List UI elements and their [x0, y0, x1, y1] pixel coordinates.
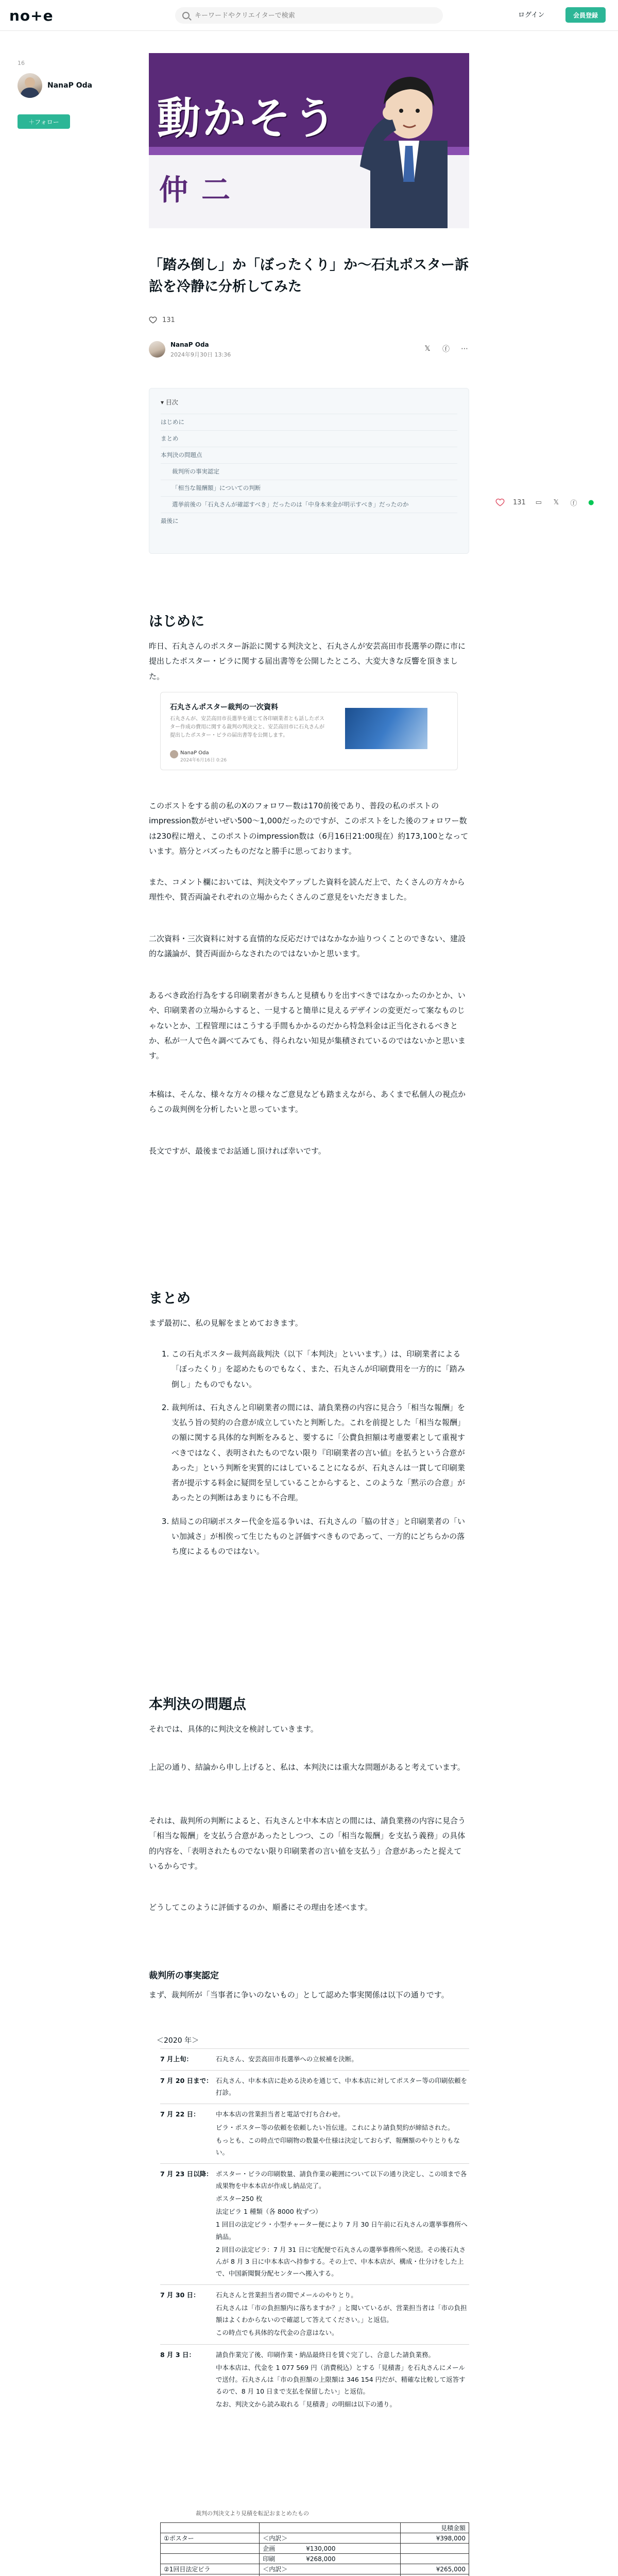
cost-cell: ¥265,000	[401, 2564, 469, 2574]
toc-item[interactable]: 「相当な報酬額」についての判断	[161, 480, 457, 496]
sidebar-label: 16	[18, 60, 25, 66]
cost-row	[161, 2574, 469, 2576]
cost-cell	[161, 2554, 260, 2564]
x-share-icon[interactable]: 𝕏	[424, 345, 431, 353]
toc-item[interactable]: 最後に	[161, 513, 457, 529]
timeline-row	[160, 2163, 469, 2284]
cost-row	[161, 2544, 469, 2554]
share-icons	[423, 344, 469, 353]
creator-avatar[interactable]	[18, 73, 42, 98]
timeline-table	[160, 2048, 469, 2415]
cost-cell: 見積金額	[401, 2523, 469, 2533]
like-row	[149, 316, 175, 324]
facebook-share-icon[interactable]: ⓕ	[570, 499, 577, 507]
x-share-icon[interactable]: 𝕏	[553, 498, 559, 506]
facts-lead: まず、裁判所が「当事者に争いのないもの」として認めた事実関係は以下の通りです。	[149, 1990, 449, 1999]
author-row	[149, 340, 469, 361]
timeline-line: 石丸さん、中本本店に赴める決めを通じて、中本本店に対してポスター等の印刷依頼を打診。	[216, 2077, 468, 2097]
timeline-line: 請負作業完了後、印刷作業・納品最終日を賃ぐ完了し、合意した請負業務。	[216, 2350, 435, 2359]
timeline-line: 石丸さんと営業担当者の間でメールのやりとり。	[216, 2291, 357, 2299]
toc-heading[interactable]: ▾ 目次	[161, 399, 178, 406]
timeline-date: 7 月上旬：	[160, 2055, 193, 2063]
cost-row	[161, 2564, 469, 2574]
cost-cell: 印刷 ¥268,000	[260, 2554, 401, 2564]
summary-item: 1. この石丸ポスター裁判高裁判決（以下「本判決」といいます。）は、印刷業者による「ぼったくり」を認めたものでもなく、また、石丸さんが印刷費用を一方的に「踏み倒し」たものでもない。	[171, 1347, 469, 1392]
hero-title: 動かそう	[157, 93, 339, 144]
toc-item[interactable]: 選挙前後の「石丸さんが確認すべき」だったのは「中身本来金が明示すべき」だったのか	[161, 496, 457, 513]
cost-cell	[401, 2544, 469, 2554]
cost-row	[161, 2533, 469, 2544]
embed-date: 2024年6月16日 0:26	[180, 758, 227, 763]
cost-cell: ¥398,000	[401, 2533, 469, 2544]
summary-lead: まず最初に、私の見解をまとめておきます。	[149, 1318, 303, 1328]
floating-action-bar	[495, 498, 596, 507]
cost-cell: 企画 ¥130,000	[260, 2544, 401, 2554]
toc-item[interactable]: 本判決の問題点	[161, 447, 457, 463]
section-heading-summary: まとめ	[149, 1291, 191, 1307]
cost-cell	[260, 2574, 401, 2576]
embed-author: NanaP Oda	[180, 750, 209, 756]
login-link[interactable]: ログイン	[518, 11, 545, 19]
timeline-line: ポスター250 枚	[216, 2195, 263, 2203]
intro-paragraph: 長文ですが、最後までお話通し頂ければ幸いです。	[149, 1146, 326, 1156]
cost-cell: ＜内訳＞	[260, 2564, 401, 2574]
section-heading-intro: はじめに	[149, 614, 204, 630]
cost-row	[161, 2554, 469, 2564]
cost-row	[161, 2523, 469, 2533]
timeline-year: ＜2020 年＞	[157, 2037, 199, 2045]
timeline-line: ビラ・ポスター等の依頼を依頼したい旨伝達。これにより請負契約が締結された。	[216, 2123, 454, 2131]
timeline-line: この時点でも具体的な代金の合意はない。	[216, 2329, 338, 2337]
plus-icon: ＋	[28, 118, 35, 126]
float-like-count[interactable]: 131	[513, 498, 526, 506]
follow-button[interactable]	[18, 114, 70, 129]
signup-button[interactable]: 会員登録	[565, 7, 606, 23]
cost-cell	[161, 2523, 260, 2533]
summary-list	[160, 1347, 469, 1567]
search-icon	[182, 12, 190, 19]
heart-icon[interactable]	[149, 316, 157, 324]
top-header	[0, 0, 618, 31]
timeline-row	[160, 2284, 469, 2344]
intro-paragraph: 本稿は、そんな、様々な方々の様々なご意見なども踏まえながら、あくまで私個人の視点からこの裁判例を分析したいと思っています。	[149, 1090, 466, 1114]
timeline-line: ポスター・ビラの印刷数量、請負作業の範囲について以下の通り決定し、この頃まで各成果物を中本本店が作成し納品完了。	[216, 2170, 467, 2190]
cost-cell	[260, 2523, 401, 2533]
timeline-line: 2 回目の法定ビラ：7 月 31 日に宅配便で石丸さんの選挙事務所へ発送。その後石丸さんが 8 月 3 日に中本本店へ持参する。その上で、中本本店が、構成・仕分けをした上で、中国新聞賢分配センターへ搬入する。	[216, 2245, 466, 2277]
search-input[interactable]	[195, 12, 421, 20]
timeline-line: 法定ビラ 1 種類（各 8000 枚ずつ）	[216, 2208, 322, 2216]
intro-paragraph: このポストをする前の私のXのフォロワー数は170前後であり、普段の私のポストのimpression数がせいぜい500〜1,000だったのですが、このポストをした後のフォロワー数は230程に増え、このポストのimpression数は（6月16日21:00現在）約173,100となっています。筋分とバズったものだなと勝手に思っております。	[149, 801, 469, 856]
line-share-icon[interactable]: ●	[588, 498, 594, 506]
author-name[interactable]: NanaP Oda	[170, 341, 209, 348]
timeline-row	[160, 2048, 469, 2070]
more-icon[interactable]: ⋯	[461, 345, 468, 353]
timeline-line: 石丸さんは「市の負担額内に落ちますか？」と聞いているが、営業担当者は「市の負担額はよくわからないので確認して答えてください。」と返信。	[216, 2304, 467, 2324]
timeline-body	[216, 2108, 469, 2159]
problems-paragraph: どうしてこのように評価するのか、順番にその理由を述べます。	[149, 1903, 372, 1912]
problems-paragraph: それは、裁判所の判断によると、石丸さんと中本本店との間には、請負業務の内容に見合う「相当な報酬」を支払う合意があったとしつつ、この「相当な報酬」を支払う義務」の具体的内容を、「表明されたものでない限り印刷業者の言い値を支払う」合意があったと捉えているからです。	[149, 1816, 466, 1871]
cost-cell: ②1回目法定ビラ	[161, 2564, 260, 2574]
timeline-date: 7 月 30 日：	[160, 2291, 200, 2299]
toc-item[interactable]: まとめ	[161, 430, 457, 447]
timeline-line: 中本本店の営業担当者と電話で打ち合わせ。	[216, 2110, 345, 2119]
embed-author-avatar	[170, 750, 178, 758]
timeline-line: 石丸さん、安芸高田市長選挙への立候補を決断。	[216, 2055, 358, 2063]
toc-item[interactable]: はじめに	[161, 414, 457, 430]
embedded-article-card[interactable]	[160, 692, 458, 770]
timeline-line: 中本本店は、代金を 1 077 569 円（消費税込）とする「見積書」を石丸さんにメールで送付。石丸さんは「市の負担額の上限額は 346 154 円だが、精確な比較して返答するので、8 月 10 日まで支払を保留したい」と返信。	[216, 2363, 466, 2395]
search-box[interactable]	[175, 7, 443, 24]
hero-illustration	[350, 63, 458, 228]
timeline-date: 7 月 22 日：	[160, 2110, 200, 2119]
cost-cell	[401, 2574, 469, 2576]
problems-paragraph: 上記の通り、結論から申し上げると、私は、本判決には重大な問題があると考えています。	[149, 1762, 465, 1772]
follow-label: フォロー	[35, 118, 59, 126]
hero-image	[149, 53, 469, 228]
author-avatar[interactable]	[149, 341, 165, 358]
cost-cell	[161, 2574, 260, 2576]
like-count[interactable]: 131	[162, 316, 175, 324]
timeline-date: 7 月 23 日以降：	[160, 2170, 213, 2178]
timeline-body	[216, 2053, 469, 2066]
timeline-body	[216, 2289, 469, 2340]
intro-paragraph: 二次資料・三次資料に対する直情的な反応だけではなかなか辿りつくことのできない、建設的な議論が、賛否両面からなされたのではないかと思います。	[149, 934, 466, 959]
cost-cell	[401, 2554, 469, 2564]
cost-table	[160, 2522, 469, 2576]
cost-cell: ＜内訳＞	[260, 2533, 401, 2544]
intro-paragraph: あるべき政治行為をする印刷業者がきちんと見積もりを出すべきではなかったのかとか、いや、印刷業者の立場からすると、一見すると簡単に見えるデザインの変更だって案なものじゃないとか、工程管理にはこうする手間もかかるのだから特急料金は正当化されるべきとか、私が一人で色々調べてみても、得られない知見が集積されているのではないかと思います。	[149, 991, 466, 1060]
cost-cell	[161, 2544, 260, 2554]
timeline-row	[160, 2344, 469, 2416]
hero-subtitle: 仲二	[159, 173, 244, 207]
timeline-line: なお、判決文から読み取れる「見積書」の明細は以下の通り。	[216, 2400, 397, 2408]
section-heading-problems: 本判決の問題点	[149, 1697, 246, 1713]
embed-title: 石丸さんポスター裁判の一次資料	[170, 703, 278, 711]
toc-item[interactable]: 裁判所の事実認定	[161, 463, 457, 480]
problems-paragraph: それでは、具体的に判決文を検討していきます。	[149, 1724, 318, 1734]
timeline-line: 1 回目の法定ビラ・小型チャーター便により 7 月 30 日午前に石丸さんの選挙事務所へ納品。	[216, 2221, 468, 2241]
facebook-share-icon[interactable]: ⓕ	[442, 345, 450, 353]
summary-item: 3. 結局この印刷ポスター代金を巡る争いは、石丸さんの「脇の甘さ」と印刷業者の「いい加減さ」が相俟って生じたものと評価すべきものであって、一方的にどちらかの落ち度によるものではない。	[171, 1514, 469, 1560]
timeline-row	[160, 2070, 469, 2104]
timeline-body	[216, 2349, 469, 2412]
intro-paragraph: また、コメント欄においては、判決文やアップした資料を読んだ上で、たくさんの方々から理性や、賛否両論それぞれの立場からたくさんのご意見をいただきました。	[149, 877, 465, 902]
section-heading-facts: 裁判所の事実認定	[149, 1971, 219, 1981]
cost-cell: ①ポスター	[161, 2533, 260, 2544]
table-of-contents	[149, 388, 469, 554]
embed-thumbnail	[345, 708, 427, 749]
intro-paragraph: 昨日、石丸さんのポスター訴訟に関する判決文と、石丸さんが安芸高田市長選挙の際に市に提出したポスター・ビラに関する届出書等を公開したところ、大変大きな反響を頂きました。	[149, 641, 466, 681]
timeline-date: 8 月 3 日：	[160, 2350, 195, 2359]
timeline-date: 7 月 20 日まで：	[160, 2077, 213, 2085]
timeline-body	[216, 2075, 469, 2099]
embed-description: 石丸さんが、安芸高田市長選挙を通じて各印刷業者とも話したポスター作成の費用に関する裁判の判決文と、安芸高田市に石丸さんが提出したポスター・ビラの届出書等を公開します。	[170, 716, 324, 738]
comment-icon[interactable]: ▭	[535, 498, 542, 506]
publish-date: 2024年9月30日 13:36	[170, 351, 231, 358]
float-heart-icon[interactable]	[495, 498, 505, 507]
creator-name[interactable]: NanaP Oda	[47, 81, 93, 90]
summary-item: 2. 裁判所は、石丸さんと印刷業者の間には、請負業務の内容に見合う「相当な報酬」を支払う旨の契約の合意が成立していたと判断した。これを前提とした「相当な報酬」の額に関する具体的な判断をみると、要するに「公費負担額は考慮要素として重視すべきではなく、表明されたものでない限り『印刷業者の言い値』を払うという合意があった」という判断を実質的にはしていることになるが、石丸さんは一貫して印刷業者が提示する料金に疑問を呈していることからすると、このような「黙示の合意」があったとの判断はあまりにも不合理。	[171, 1400, 469, 1506]
timeline-row	[160, 2104, 469, 2163]
note-logo[interactable]: no+e	[9, 7, 54, 24]
timeline-body	[216, 2168, 469, 2280]
cost-table-caption: 裁判の判決文より見積を転記おまとめたもの	[196, 2510, 309, 2517]
article-title: 「踏み倒し」か「ぼったくり」か〜石丸ポスター訴訟を冷静に分析してみた	[149, 257, 469, 295]
timeline-line: もっとも、この時点で印刷物の数量や仕様は決定しておらず、報酬額のやりとりもない。	[216, 2136, 460, 2156]
